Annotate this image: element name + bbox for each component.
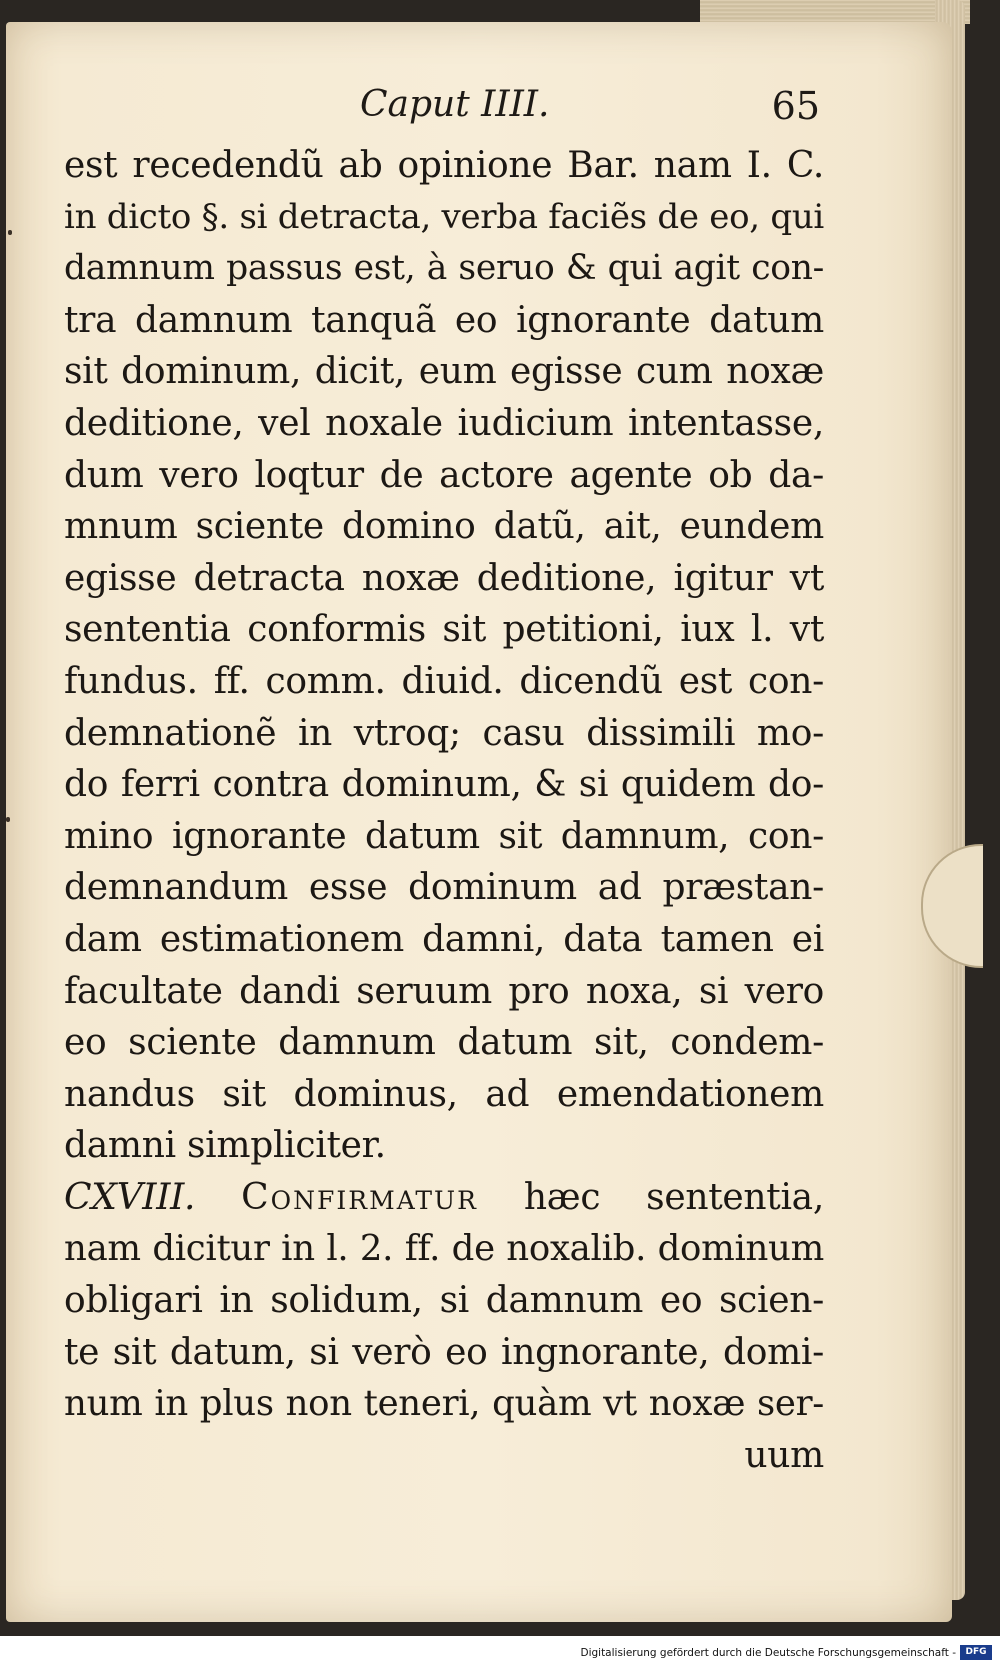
text-line: obligari in solidum, si damnum eo scien- [64,1280,824,1322]
catchword: uum [744,1434,824,1476]
text-line: do ferri contra dominum, & si quidem do- [64,764,824,806]
text-line: sit dominum, dicit, eum egisse cum noxæ [64,351,824,393]
text-line: egisse detracta noxæ deditione, igitur vt [64,557,824,599]
text-line: deditione, vel noxale iudicium intentasse, [64,402,824,444]
text-line: dum vero loqtur de actore agente ob da- [64,454,824,496]
ink-speck [6,817,10,822]
section-first-line [64,1172,824,1224]
text-line: mnum sciente domino datũ, ait, eundem [64,506,824,548]
section-number: CXVIII. [64,1176,196,1218]
text-line: nam dicitur in l. 2. ff. de noxalib. dominum [64,1228,824,1270]
text-line: fundus. ff. comm. diuid. dicendũ est con- [64,660,824,702]
text-line: te sit datum, si verò eo ingnorante, domi- [64,1331,824,1373]
section-first-line-rest: hæc sententia, [523,1176,824,1218]
text-line: demnandum esse dominum ad præstan- [64,867,824,909]
text-line: num in plus non teneri, quàm vt noxæ ser- [64,1383,824,1425]
ink-speck [8,230,12,235]
text-line: damni simpliciter. [64,1125,386,1167]
text-line: sententia conformis sit petitioni, iux l. vt [64,609,824,651]
page-tab-mark [921,844,983,968]
text-line: dam estimationem damni, data tamen ei [64,918,824,960]
text-line: nandus sit dominus, ad emendationem [64,1073,824,1115]
section-lead-word: Confirmatur [241,1176,478,1218]
dfg-logo: DFG [960,1645,992,1660]
text-line: est recedendũ ab opinione Bar. nam I. C. [64,145,824,186]
text-line: demnationẽ in vtroq; casu dissimili mo- [64,712,824,754]
text-line: in dicto §. si detracta, verba faciẽs de eo, qui [64,196,824,237]
page-number: 65 [771,84,820,128]
text-line: damnum passus est, à seruo & qui agit con- [64,248,824,289]
book-top-edge [700,0,970,24]
page-header [60,84,820,134]
digitization-footer [0,1636,1000,1670]
text-line: facultate dandi seruum pro noxa, si vero [64,970,824,1012]
funding-credit: Digitalisierung gefördert durch die Deutsche Forschungsgemeinschaft - [580,1647,956,1659]
text-line: eo sciente damnum datum sit, condem- [64,1022,824,1064]
text-line: tra damnum tanquã eo ignorante datum [64,299,824,341]
running-head: Caput IIII. [360,84,550,125]
text-line: mino ignorante datum sit damnum, con- [64,815,824,857]
body-text [64,140,824,1481]
